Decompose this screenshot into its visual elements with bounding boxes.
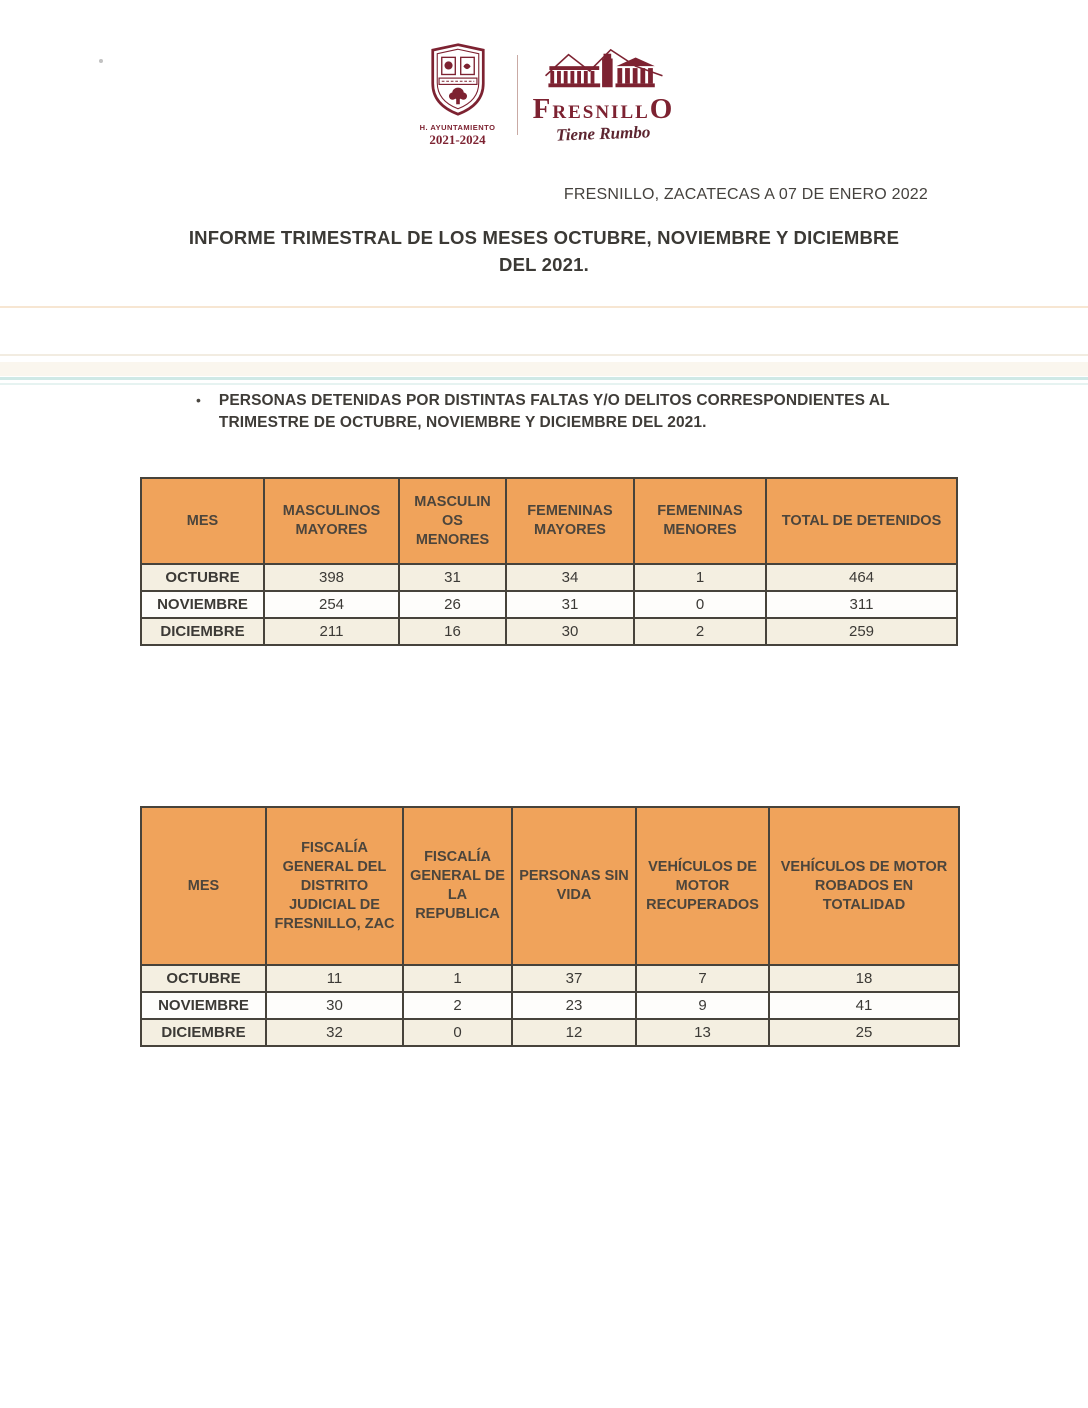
header-row <box>141 478 957 564</box>
value-cell: 311 <box>766 591 957 618</box>
brand-wordmark <box>532 92 675 125</box>
value-cell: 0 <box>634 591 766 618</box>
table-row <box>141 992 959 1019</box>
value-cell: 26 <box>399 591 506 618</box>
value-cell: 11 <box>266 965 403 992</box>
column-header: FISCALÍA GENERAL DE LA REPUBLICA <box>403 807 512 965</box>
scan-artifact-band <box>0 377 1088 380</box>
value-cell: 7 <box>636 965 769 992</box>
scan-artifact-band <box>0 354 1088 356</box>
row-header-cell: DICIEMBRE <box>141 1019 266 1046</box>
value-cell: 211 <box>264 618 399 645</box>
bullet-text: PERSONAS DETENIDAS POR DISTINTAS FALTAS Y/O DELITOS CORRESPONDIENTES AL TRIMESTRE DE OCTUBRE, NOVIEMBRE Y DICIEMBRE DEL 2021. <box>218 392 890 431</box>
table-row <box>141 965 959 992</box>
value-cell: 23 <box>512 992 636 1019</box>
table-row <box>141 618 957 645</box>
table-row <box>141 1019 959 1046</box>
column-header: FEMENINAS MAYORES <box>506 478 634 564</box>
brand-letter: F <box>532 92 553 125</box>
value-cell: 41 <box>769 992 959 1019</box>
column-header: VEHÍCULOS DE MOTOR ROBADOS EN TOTALIDAD <box>769 807 959 965</box>
value-cell: 1 <box>634 564 766 591</box>
value-cell: 31 <box>506 591 634 618</box>
brand-letter: O <box>649 92 675 125</box>
detained-persons-table <box>140 477 958 646</box>
date-line: FRESNILLO, ZACATECAS A 07 DE ENERO 2022 <box>563 186 928 203</box>
column-header: MES <box>141 807 266 965</box>
title-line-2: DEL 2021. <box>499 254 589 275</box>
value-cell: 13 <box>636 1019 769 1046</box>
value-cell: 9 <box>636 992 769 1019</box>
table-row <box>141 564 957 591</box>
header-row <box>141 807 959 965</box>
title-line-1: INFORME TRIMESTRAL DE LOS MESES OCTUBRE, NOVIEMBRE Y DICIEMBRE <box>188 227 900 248</box>
value-cell: 30 <box>266 992 403 1019</box>
value-cell: 0 <box>403 1019 512 1046</box>
bullet-icon: • <box>196 392 201 408</box>
scan-artifact-band <box>0 362 1088 376</box>
column-header: TOTAL DE DETENIDOS <box>766 478 957 564</box>
table-row <box>141 591 957 618</box>
crest-shield-icon <box>426 42 490 121</box>
municipal-crest <box>415 42 501 148</box>
value-cell: 2 <box>403 992 512 1019</box>
fresnillo-brand <box>534 47 674 144</box>
brand-tagline: Tiene Rumbo <box>556 121 651 145</box>
value-cell: 398 <box>264 564 399 591</box>
column-header: FEMENINAS MENORES <box>634 478 766 564</box>
column-header: FISCALÍA GENERAL DEL DISTRITO JUDICIAL DE FRESNILLO, ZAC <box>266 807 403 965</box>
value-cell: 464 <box>766 564 957 591</box>
value-cell: 30 <box>506 618 634 645</box>
value-cell: 254 <box>264 591 399 618</box>
value-cell: 18 <box>769 965 959 992</box>
fiscalia-vehicles-table <box>140 806 960 1047</box>
value-cell: 25 <box>769 1019 959 1046</box>
value-cell: 16 <box>399 618 506 645</box>
value-cell: 32 <box>266 1019 403 1046</box>
row-header-cell: OCTUBRE <box>141 564 264 591</box>
value-cell: 12 <box>512 1019 636 1046</box>
column-header: MASCULINOS MAYORES <box>264 478 399 564</box>
value-cell: 31 <box>399 564 506 591</box>
row-header-cell: NOVIEMBRE <box>141 992 266 1019</box>
value-cell: 1 <box>403 965 512 992</box>
column-header: MES <box>141 478 264 564</box>
column-header: PERSONAS SIN VIDA <box>512 807 636 965</box>
row-header-cell: DICIEMBRE <box>141 618 264 645</box>
row-header-cell: OCTUBRE <box>141 965 266 992</box>
logo-divider <box>517 55 518 135</box>
header-logo-block <box>0 42 1088 148</box>
value-cell: 259 <box>766 618 957 645</box>
crest-years: 2021-2024 <box>429 132 486 147</box>
brand-letters: RESNILL <box>552 101 650 123</box>
bullet-item <box>196 390 896 434</box>
column-header: VEHÍCULOS DE MOTOR RECUPERADOS <box>636 807 769 965</box>
column-header: MASCULIN OS MENORES <box>399 478 506 564</box>
row-header-cell: NOVIEMBRE <box>141 591 264 618</box>
document-title <box>0 224 1088 278</box>
fresnillo-skyline-icon <box>541 47 667 98</box>
value-cell: 2 <box>634 618 766 645</box>
scan-artifact-band <box>0 306 1088 308</box>
value-cell: 37 <box>512 965 636 992</box>
scan-artifact-band <box>0 383 1088 385</box>
crest-caption: H. AYUNTAMIENTO <box>419 123 496 132</box>
value-cell: 34 <box>506 564 634 591</box>
